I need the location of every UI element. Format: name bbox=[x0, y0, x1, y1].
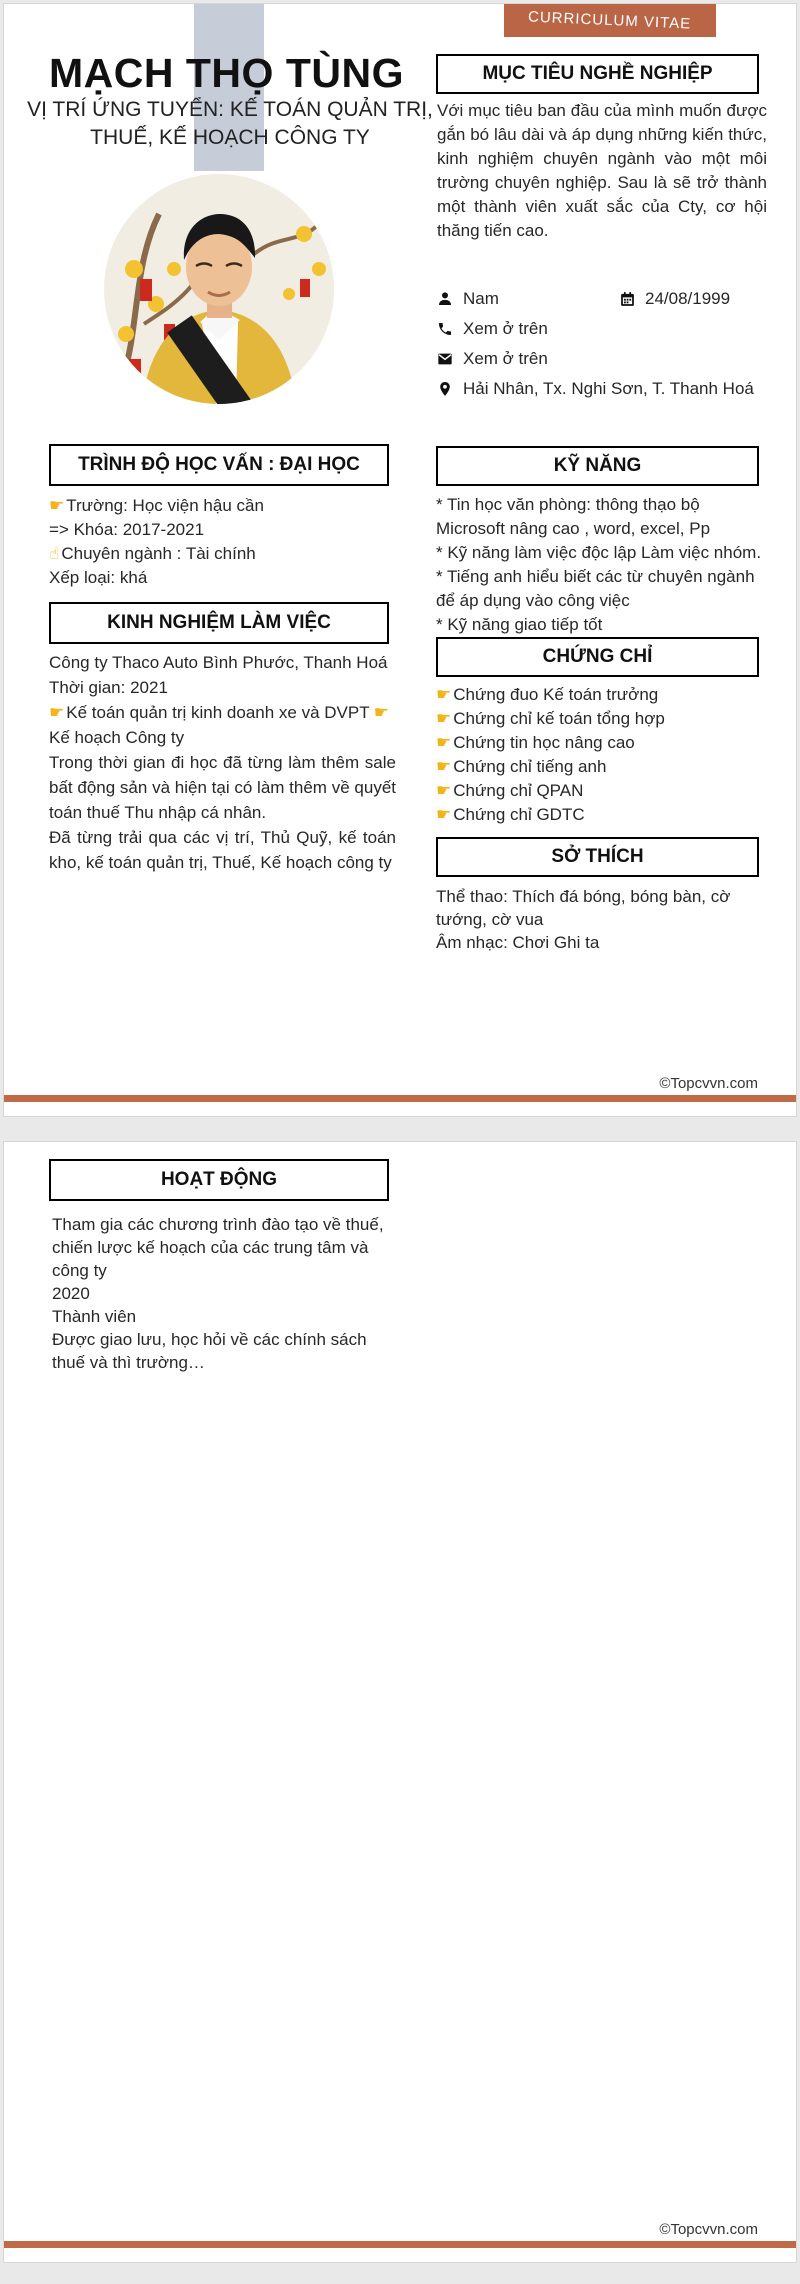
section-activities-title: HOẠT ĐỘNG bbox=[160, 1169, 278, 1190]
education-line bbox=[49, 542, 394, 566]
pointing-right-icon: ☛ bbox=[436, 709, 452, 728]
certificate-text: Chứng tin học nâng cao bbox=[453, 733, 635, 752]
activity-line: Thành viên bbox=[52, 1307, 137, 1326]
envelope-icon bbox=[437, 351, 453, 367]
hobby-sport: Thể thao: Thích đá bóng, bóng bàn, cờ tướng, cờ vua bbox=[436, 887, 731, 929]
gender-value: Nam bbox=[463, 289, 499, 308]
hobby-music: Âm nhạc: Chơi Ghi ta bbox=[436, 933, 600, 952]
certificate-text: Chứng đuo Kế toán trưởng bbox=[453, 685, 659, 704]
curriculum-vitae-badge-label: CURRICULUM VITAE bbox=[528, 8, 692, 33]
section-objective-header bbox=[436, 54, 759, 94]
certificate-item bbox=[436, 779, 769, 803]
section-hobbies-title: SỞ THÍCH bbox=[551, 846, 644, 867]
profile-photo bbox=[104, 174, 334, 404]
section-education-header bbox=[49, 444, 389, 486]
education-major: Chuyên ngành : Tài chính bbox=[61, 544, 256, 563]
experience-content bbox=[49, 650, 396, 875]
certificate-item bbox=[436, 803, 769, 827]
email-value: Xem ở trên bbox=[463, 349, 548, 368]
map-pin-icon bbox=[437, 381, 453, 397]
education-school: Trường: Học viện hậu cần bbox=[66, 496, 264, 515]
pointing-up-icon: ☝ bbox=[49, 544, 60, 563]
cv-page-2 bbox=[3, 1141, 797, 2263]
experience-role bbox=[49, 700, 396, 725]
experience-role2: Kế hoạch Công ty bbox=[49, 728, 185, 747]
pointing-right-icon: ☛ bbox=[436, 805, 452, 824]
activity-line: Tham gia các chương trình đào tạo về thuế, chiến lược kế hoạch của các trung tâm và công ty bbox=[52, 1215, 384, 1280]
certificate-item bbox=[436, 755, 769, 779]
address-value: Hải Nhân, Tx. Nghi Sơn, T. Thanh Hoá bbox=[463, 379, 754, 398]
gender-row bbox=[437, 284, 767, 314]
certificate-text: Chứng chỉ QPAN bbox=[453, 781, 584, 800]
birthday-value: 24/08/1999 bbox=[645, 289, 731, 308]
skills-content bbox=[436, 493, 769, 637]
certificate-text: Chứng chỉ tiếng anh bbox=[453, 757, 607, 776]
footer-accent-bar bbox=[4, 2241, 796, 2248]
phone-row bbox=[437, 314, 767, 344]
section-experience-title: KINH NGHIỆM LÀM VIỆC bbox=[107, 612, 331, 633]
calendar-icon bbox=[619, 291, 636, 308]
profile-photo-graphic bbox=[104, 174, 334, 404]
certificate-text: Chứng chỉ GDTC bbox=[453, 805, 585, 824]
watermark-credit: ©Topcvvn.com bbox=[659, 1075, 758, 1092]
pointing-right-icon: ☛ bbox=[373, 703, 389, 722]
skill-item: * Tin học văn phòng: thông thạo bộ Microsoft nâng cao , word, excel, Pp bbox=[436, 495, 711, 538]
footer-accent-bar bbox=[4, 1095, 796, 1102]
experience-time: Thời gian: 2021 bbox=[49, 678, 168, 697]
section-objective-title: MỤC TIÊU NGHỀ NGHIỆP bbox=[482, 63, 713, 84]
pointing-right-icon: ☛ bbox=[49, 496, 65, 515]
candidate-name: MẠCH THỌ TÙNG bbox=[49, 50, 404, 96]
objective-text: Với mục tiêu ban đầu của mình muốn được gắn bó lâu dài và áp dụng những kiến thức, kinh nghiệm chuyên ngành vào một môi trường chuyên nghiệp. Sau là sẽ trở thành một thành viên xuất sắc của Cty, cơ hội thăng tiến cao. bbox=[437, 101, 767, 240]
certificate-item bbox=[436, 707, 769, 731]
education-line bbox=[49, 494, 394, 518]
education-line: Xếp loại: khá bbox=[49, 568, 148, 587]
skill-item: * Kỹ năng làm việc độc lập Làm việc nhóm. bbox=[436, 543, 762, 562]
personal-info bbox=[437, 284, 767, 404]
section-hobbies-header bbox=[436, 837, 759, 877]
email-row bbox=[437, 344, 767, 374]
address-row bbox=[437, 374, 767, 404]
pointing-right-icon: ☛ bbox=[436, 757, 452, 776]
watermark-credit: ©Topcvvn.com bbox=[659, 2221, 758, 2238]
activity-line: Được giao lưu, học hỏi về các chính sách thuế và thì trường… bbox=[52, 1330, 367, 1372]
experience-desc: Trong thời gian đi học đã từng làm thêm sale bất động sản và hiện tại có làm thêm về quyết toán thuế Thu nhập cá nhân. bbox=[49, 753, 396, 822]
skill-item: * Tiếng anh hiểu biết các từ chuyên ngành để áp dụng vào công việc bbox=[436, 567, 755, 610]
section-skills-header bbox=[436, 446, 759, 486]
experience-desc: Đã từng trải qua các vị trí, Thủ Quỹ, kế toán kho, kế toán quản trị, Thuế, Kế hoạch công ty bbox=[49, 828, 396, 872]
pointing-right-icon: ☛ bbox=[436, 733, 452, 752]
section-activities-header bbox=[49, 1159, 389, 1201]
pointing-right-icon: ☛ bbox=[49, 703, 65, 722]
certificates-content bbox=[436, 683, 769, 827]
activities-content bbox=[52, 1213, 404, 1374]
experience-role-text: Kế toán quản trị kinh doanh xe và DVPT bbox=[66, 703, 370, 722]
birthday-cell bbox=[619, 284, 730, 314]
person-icon bbox=[437, 291, 453, 307]
section-certificates-header bbox=[436, 637, 759, 677]
certificate-item bbox=[436, 731, 769, 755]
pointing-right-icon: ☛ bbox=[436, 781, 452, 800]
section-experience-header bbox=[49, 602, 389, 644]
hobbies-content bbox=[436, 885, 771, 954]
curriculum-vitae-badge bbox=[504, 4, 716, 37]
pointing-right-icon: ☛ bbox=[436, 685, 452, 704]
certificate-item bbox=[436, 683, 769, 707]
cv-page-1 bbox=[3, 3, 797, 1117]
phone-value: Xem ở trên bbox=[463, 319, 548, 338]
education-content bbox=[49, 494, 394, 590]
certificate-text: Chứng chỉ kế toán tổng hợp bbox=[453, 709, 665, 728]
section-skills-title: KỸ NĂNG bbox=[553, 455, 642, 476]
education-line: => Khóa: 2017-2021 bbox=[49, 520, 205, 539]
section-certificates-title: CHỨNG CHỈ bbox=[542, 646, 653, 667]
phone-icon bbox=[437, 321, 453, 337]
experience-company: Công ty Thaco Auto Bình Phước, Thanh Hoá bbox=[49, 653, 388, 672]
activity-line: 2020 bbox=[52, 1284, 90, 1303]
applied-position: VỊ TRÍ ỨNG TUYỂN: KẾ TOÁN QUẢN TRỊ, THUẾ, KẾ HOẠCH CÔNG TY bbox=[27, 98, 433, 149]
skill-item: * Kỹ năng giao tiếp tốt bbox=[436, 615, 603, 634]
section-education-title: TRÌNH ĐỘ HỌC VẤN : ĐẠI HỌC bbox=[78, 454, 360, 475]
